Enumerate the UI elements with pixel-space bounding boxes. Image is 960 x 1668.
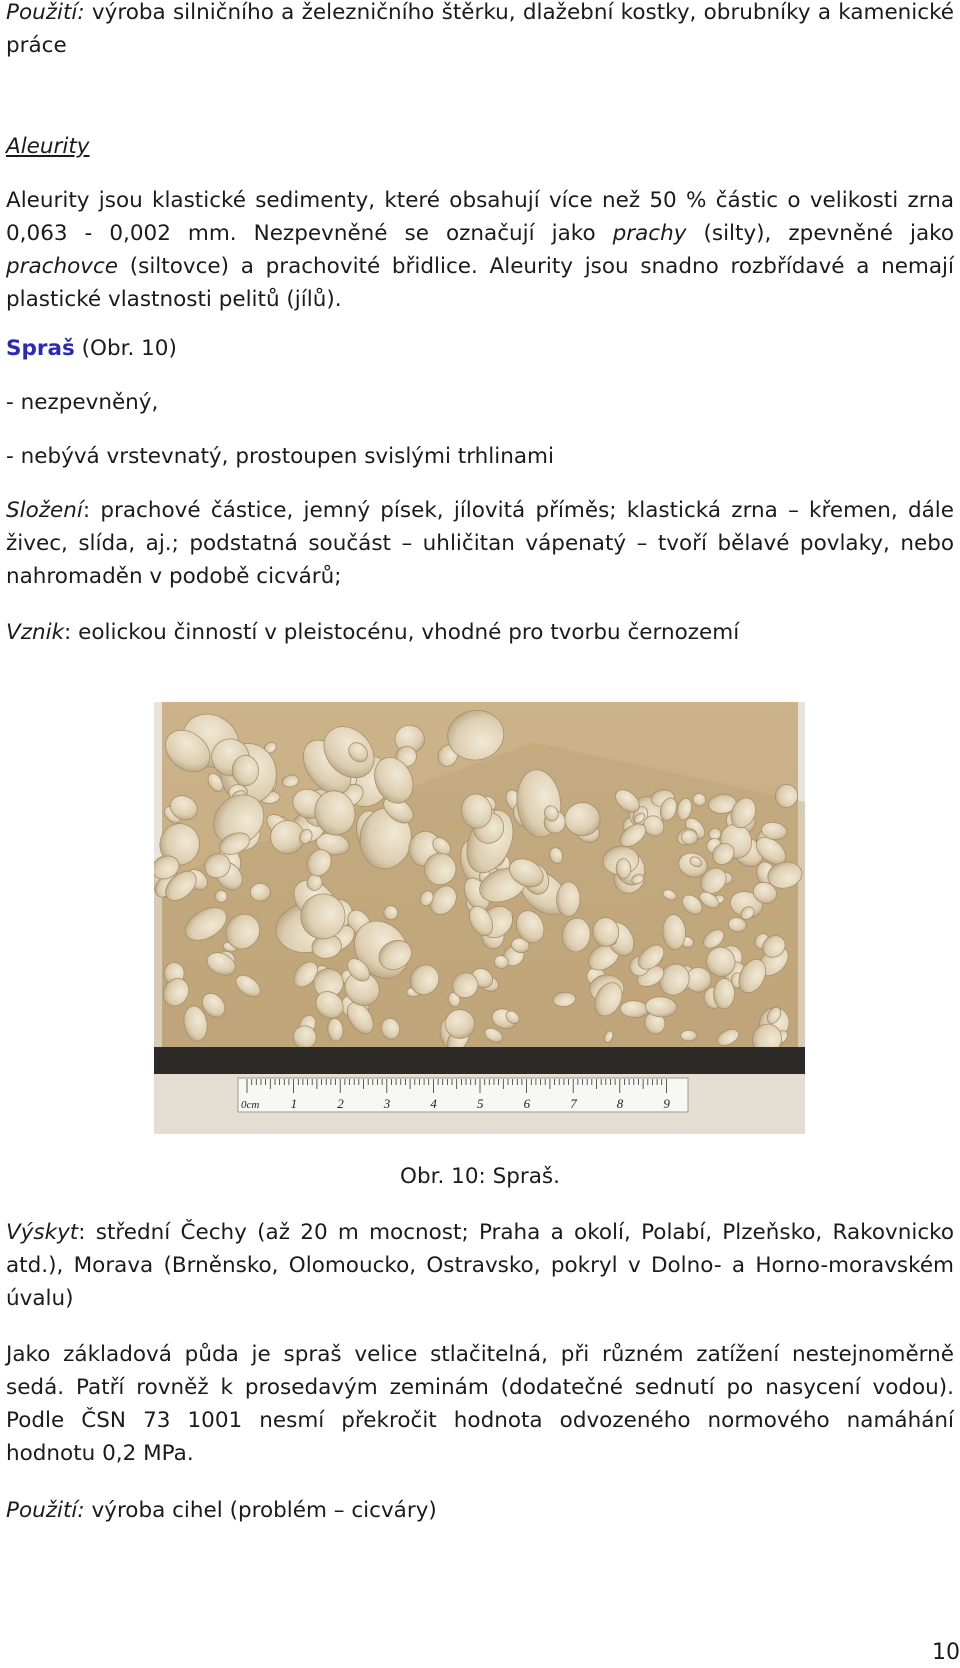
figure-caption: Obr. 10: Spraš. xyxy=(400,1164,560,1189)
ruler-number: 7 xyxy=(570,1096,577,1111)
usage-bottom-text: výroba cihel (problém – cicváry) xyxy=(84,1498,437,1523)
ruler-number: 6 xyxy=(523,1096,531,1111)
spras-bullet-2: - nebývá vrstevnatý, prostoupen svislými trhlinami xyxy=(6,444,554,469)
ruler-number: 9 xyxy=(663,1096,670,1111)
loess-lump xyxy=(709,828,721,840)
vznik-label: Vznik xyxy=(6,620,65,645)
aleurity-text-3: (siltovce) a prachovité břidlice. Aleurity jsou snadno rozbřídavé a nemají plastické vlastnosti pelitů (jílů). xyxy=(6,254,954,312)
ruler-unit-label: 0cm xyxy=(241,1099,260,1111)
term-prachy: prachy xyxy=(612,221,687,246)
vznik-text: : eolickou činností v pleistocénu, vhodné pro tvorbu černozemí xyxy=(64,620,740,645)
aleurity-text-2: (silty), zpevněné jako xyxy=(686,221,954,246)
slozeni-text: : prachové částice, jemný písek, jílovitá příměs; klastická zrna – křemen, dále živec, slída, aj.; podstatná součást – uhličitan vápenatý – tvoří bělavé povlaky, nebo nahromaděn v podobě cicvárů; xyxy=(6,498,954,589)
ruler-number: 5 xyxy=(477,1096,484,1111)
loess-lump xyxy=(616,858,631,879)
spras-title: Spraš xyxy=(6,336,75,361)
usage-paragraph-top xyxy=(6,0,954,62)
loess-lump xyxy=(565,803,600,836)
usage-bottom-label: Použití: xyxy=(6,1498,85,1523)
usage-paragraph-bottom xyxy=(6,1494,954,1527)
usage-text: výroba silničního a železničního štěrku, dlažební kostky, obrubníky a kamenické práce xyxy=(6,0,954,58)
spras-photo xyxy=(154,702,805,1134)
vyskyt-label: Výskyt xyxy=(6,1220,79,1245)
slozeni-paragraph xyxy=(6,494,954,593)
ruler-number: 2 xyxy=(337,1096,344,1111)
ruler-number: 3 xyxy=(383,1096,391,1111)
aleurity-heading: Aleurity xyxy=(6,134,90,159)
slozeni-label: Složení xyxy=(6,498,83,523)
term-prachovce: prachovce xyxy=(6,254,119,279)
loess-lump xyxy=(232,755,258,785)
usage-label: Použití: xyxy=(6,0,85,25)
page-number: 10 xyxy=(932,1640,960,1665)
ruler-number: 8 xyxy=(616,1096,624,1111)
ruler-number: 1 xyxy=(290,1096,298,1111)
ruler xyxy=(238,1078,688,1112)
section-heading-aleurity xyxy=(6,130,954,163)
spras-figure-ref: (Obr. 10) xyxy=(74,336,177,361)
spras-heading xyxy=(6,332,954,365)
ruler-number: 4 xyxy=(430,1096,437,1111)
aleurity-paragraph xyxy=(6,184,954,316)
vyskyt-text: : střední Čechy (až 20 m mocnost; Praha a okolí, Polabí, Plzeňsko, Rakovnicko atd.), Morava (Brněnsko, Olomoucko, Ostravsko, pokryl v Dolno- a Horno-moravském úvalu) xyxy=(6,1220,954,1311)
spras-bullet-1: - nezpevněný, xyxy=(6,390,159,415)
vyskyt-paragraph xyxy=(6,1216,954,1315)
vznik-paragraph xyxy=(6,616,954,649)
aleurity-text-1: Aleurity jsou klastické sedimenty, které obsahují více než 50 % částic o velikosti zrna 0,063 - 0,002 mm. Nezpevněné se označují jako xyxy=(6,188,954,246)
foundation-paragraph: Jako základová půda je spraš velice stlačitelná, při různém zatížení nestejnoměrně sedá. Patří rovněž k prosedavým zeminám (dodatečné sednutí po nasycení vodou). Podle ČSN 73 1001 nesmí překročit hodnota odvozeného normového namáhání hodnotu 0,2 MPa. xyxy=(6,1342,954,1466)
